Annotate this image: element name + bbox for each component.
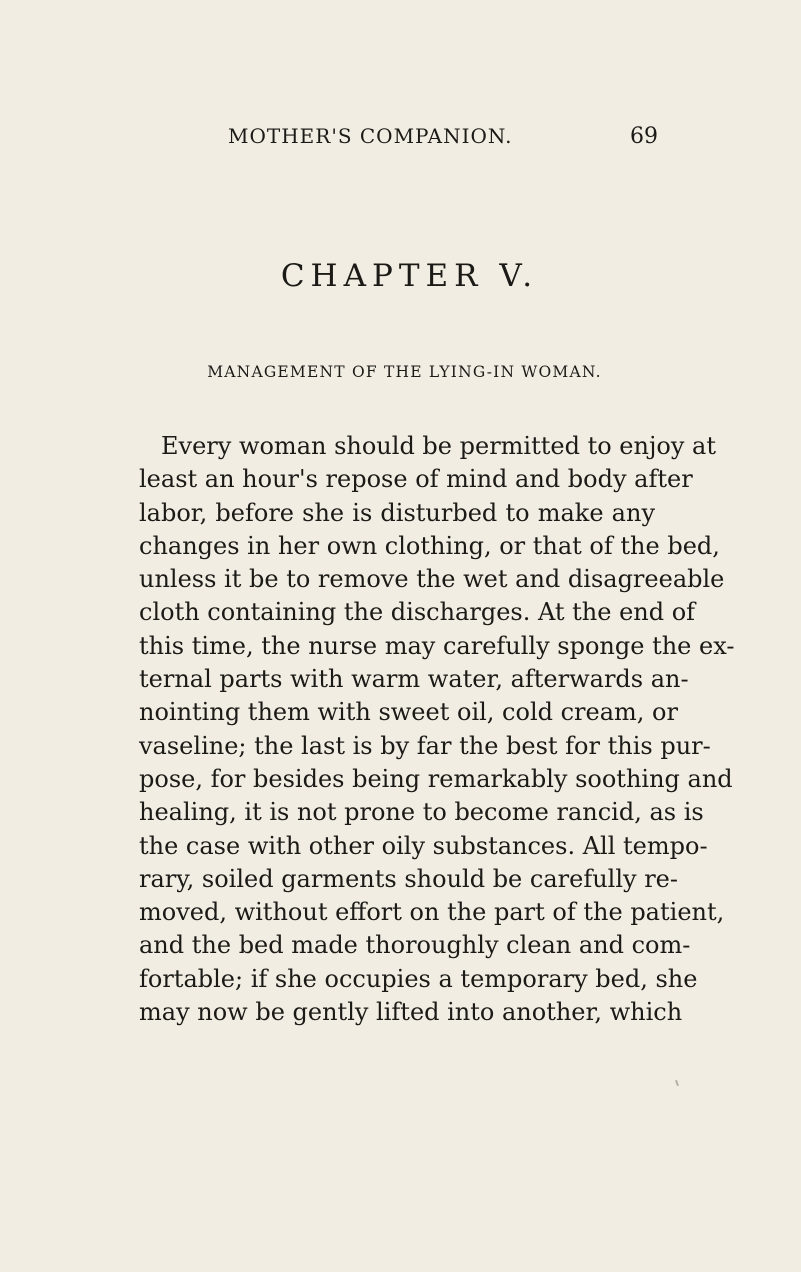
running-head: [228, 124, 658, 154]
page-blemish: [675, 1080, 679, 1086]
body-line: the case with other oily substances. All tempo-: [139, 831, 708, 860]
body-line: vaseline; the last is by far the best for this pur-: [139, 731, 711, 760]
chapter-heading: CHAPTER V.: [280, 258, 539, 294]
body-line: may now be gently lifted into another, which: [139, 998, 683, 1027]
body-text: [139, 430, 735, 1029]
body-line: least an hour's repose of mind and body after: [139, 465, 693, 494]
body-line: healing, it is not prone to become rancid, as is: [139, 798, 704, 827]
body-line: cloth containing the discharges. At the end of: [139, 598, 696, 627]
body-line: Every woman should be permitted to enjoy at: [161, 432, 716, 460]
chapter-subtitle: MANAGEMENT OF THE LYING-IN WOMAN.: [207, 363, 602, 381]
body-line: changes in her own clothing, or that of the bed,: [139, 531, 720, 560]
body-line: moved, without effort on the part of the patient,: [139, 898, 725, 927]
body-line: this time, the nurse may carefully sponge the ex-: [139, 631, 735, 660]
body-line: fortable; if she occupies a temporary bed, she: [139, 964, 698, 993]
running-title: MOTHER'S COMPANION.: [228, 124, 513, 148]
body-line: unless it be to remove the wet and disagreeable: [139, 565, 725, 594]
body-line: labor, before she is disturbed to make any: [139, 498, 655, 527]
body-line: and the bed made thoroughly clean and com-: [139, 931, 691, 960]
body-line: ternal parts with warm water, afterwards an-: [139, 665, 689, 694]
body-line: nointing them with sweet oil, cold cream, or: [139, 698, 678, 727]
page-number: 69: [630, 124, 658, 149]
body-line: pose, for besides being remarkably soothing and: [139, 764, 733, 793]
body-line: rary, soiled garments should be carefully re-: [139, 864, 678, 893]
